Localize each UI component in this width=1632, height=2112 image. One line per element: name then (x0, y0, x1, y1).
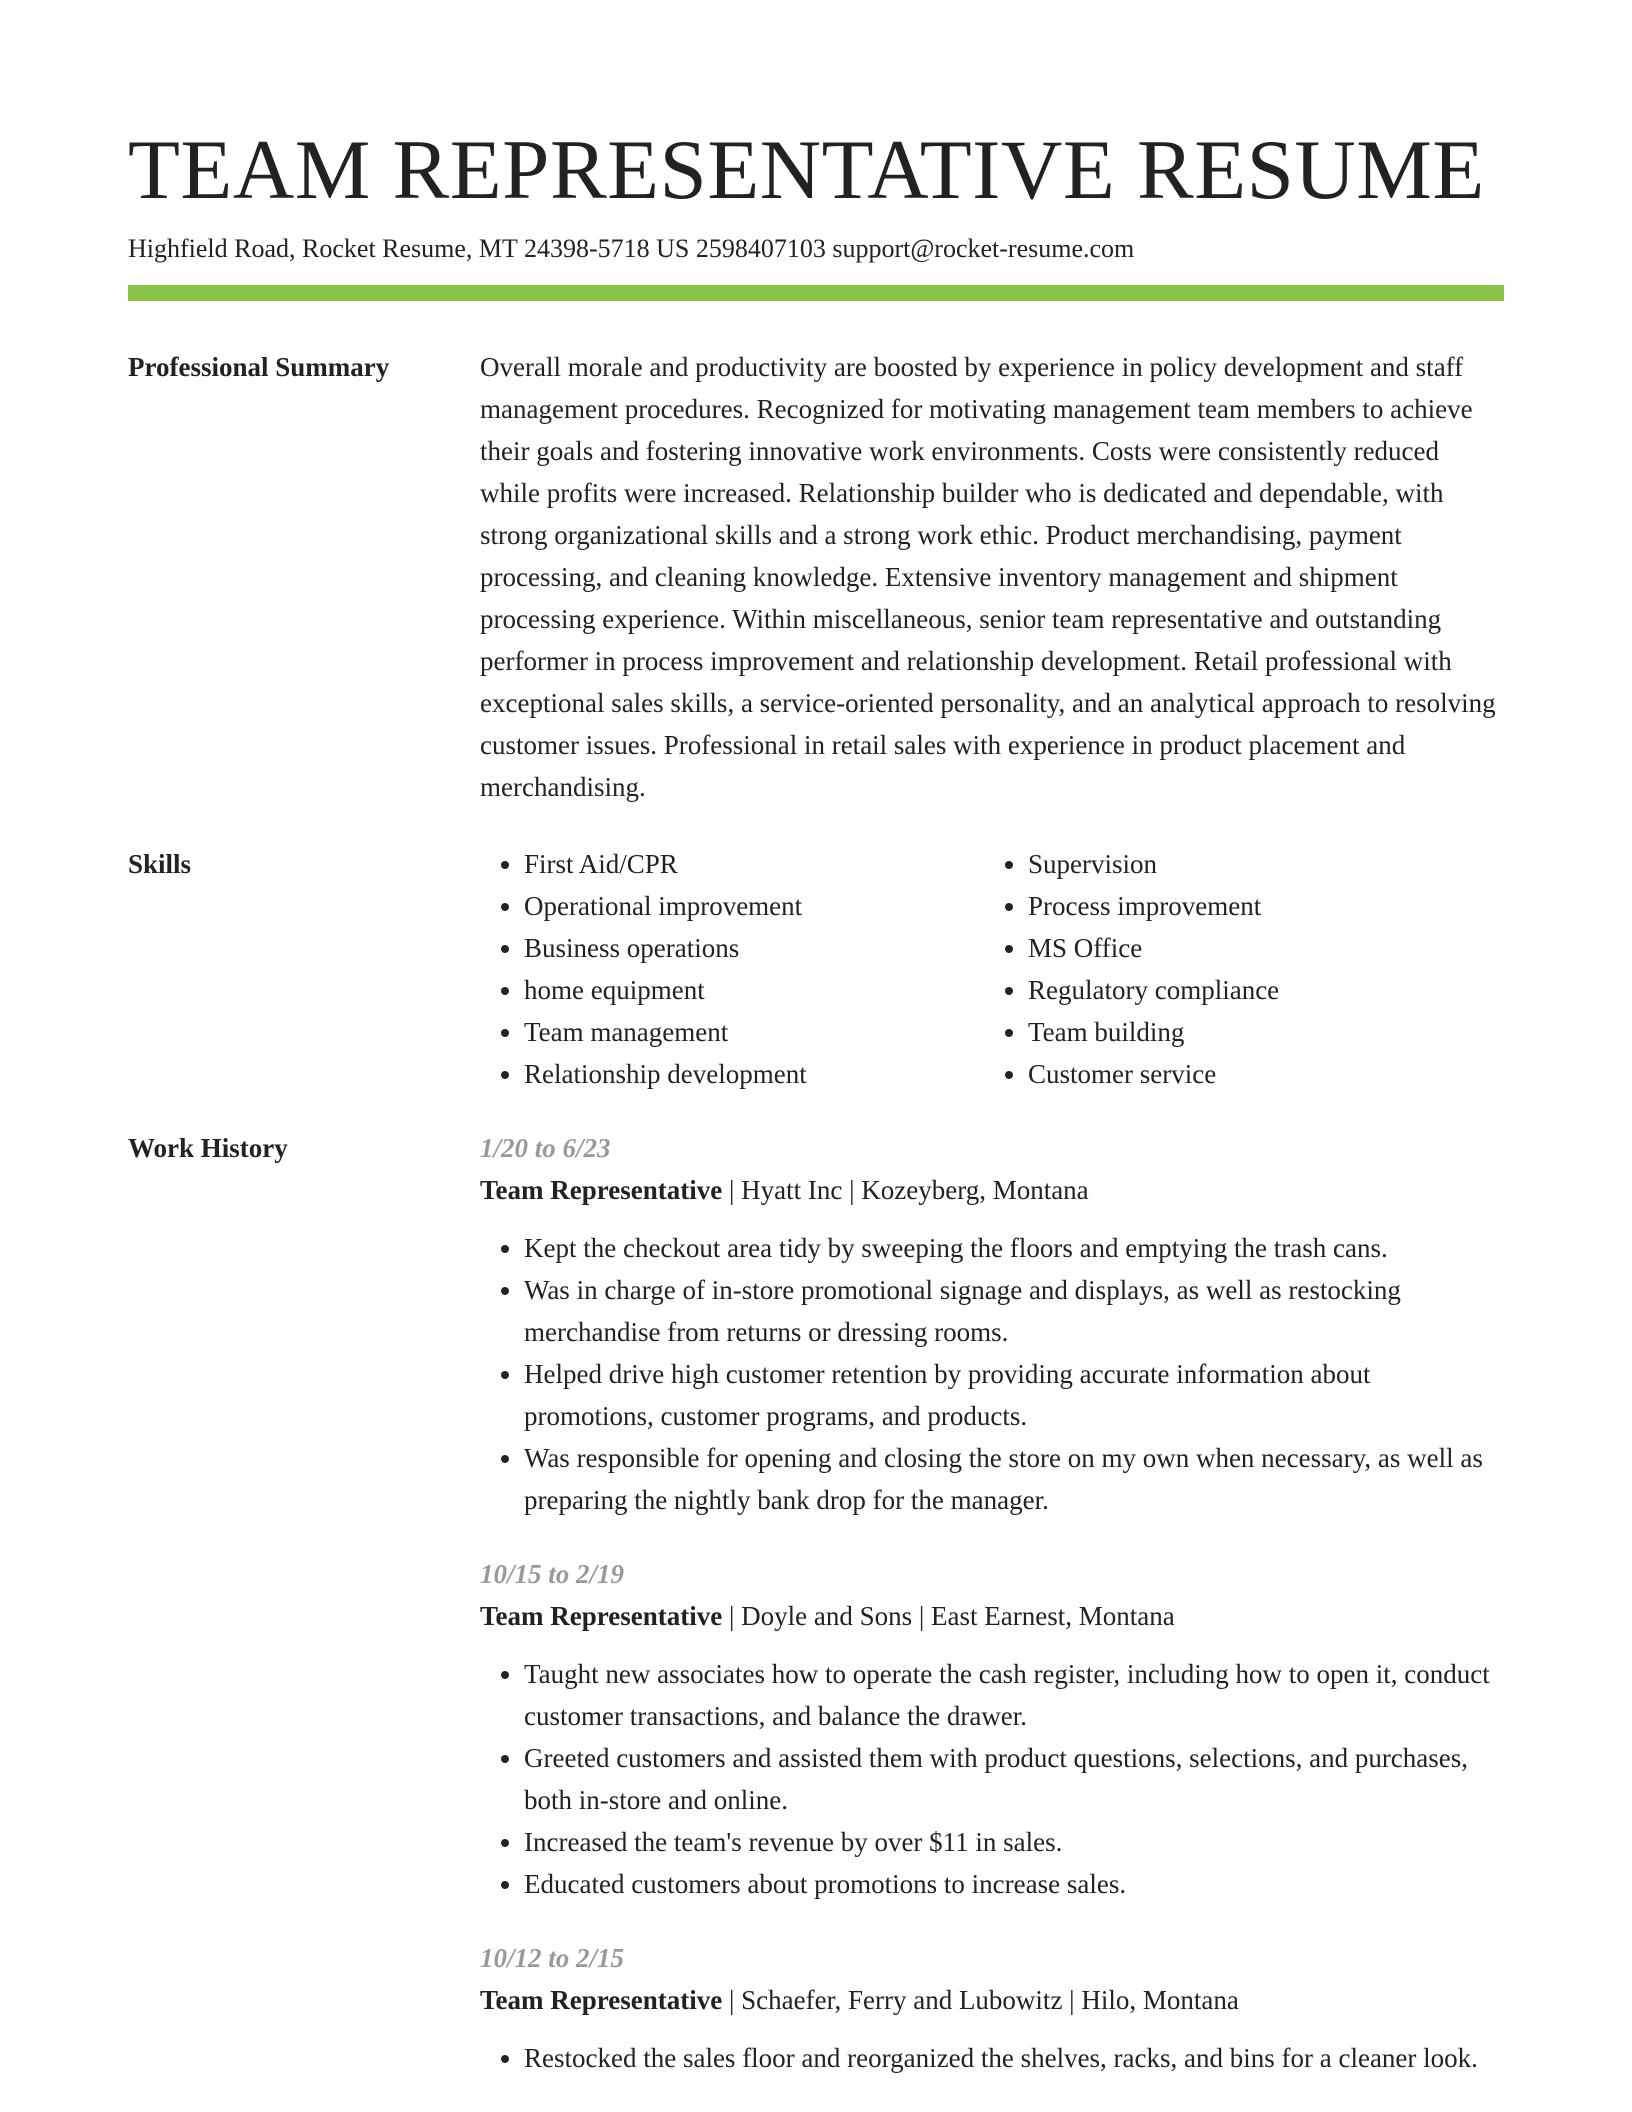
job-details: | Schaefer, Ferry and Lubowitz | Hilo, Montana (722, 1985, 1239, 2015)
job-dates: 10/12 to 2/15 (480, 1943, 625, 1973)
skill-item: • Operational improvement (524, 885, 984, 927)
skill-item: • MS Office (1028, 927, 1488, 969)
job-dates: 1/20 to 6/23 (480, 1133, 611, 1163)
skill-item: • home equipment (524, 969, 984, 1011)
job-entry (480, 1127, 1504, 1521)
skill-item: • Regulatory compliance (1028, 969, 1488, 1011)
job-heading (480, 1169, 1504, 1211)
job-title: Team Representative (480, 1175, 723, 1205)
summary-text: Overall morale and productivity are boosted by experience in policy development and staff management procedures. Recognized for motivating management team members to achieve their goals and fostering innovative work environments. Costs were consistently reduced while profits were increased. Relationship builder who is dedicated and dependable, with strong organizational skills and a strong work ethic. Product merchandising, payment processing, and cleaning knowledge. Extensive inventory management and shipment processing experience. Within miscellaneous, senior team representative and outstanding performer in process improvement and relationship development. Retail professional with exceptional sales skills, a service-oriented personality, and an analytical approach to resolving customer issues. Professional in retail sales with experience in product placement and merchandising. (480, 352, 1496, 802)
resume-title: TEAM REPRESENTATIVE RESUME (128, 123, 1485, 217)
job-dates: 10/15 to 2/19 (480, 1559, 625, 1589)
job-bullet: • Taught new associates how to operate the cash register, including how to open it, conduct customer transactions, and balance the drawer. (524, 1653, 1504, 1737)
job-bullet: • Helped drive high customer retention by providing accurate information about promotions, customer programs, and products. (524, 1353, 1504, 1437)
job-bullet: • Restocked the sales floor and reorganized the shelves, racks, and bins for a cleaner look. (524, 2037, 1504, 2079)
job-details: | Doyle and Sons | East Earnest, Montana (722, 1601, 1175, 1631)
accent-divider (128, 285, 1504, 301)
summary-body (480, 346, 1504, 808)
skills-list-right (984, 843, 1488, 1095)
section-label-skills: Skills (128, 849, 192, 879)
job-heading (480, 1979, 1504, 2021)
job-bullets (480, 1227, 1504, 1521)
job-bullets (480, 2037, 1504, 2079)
job-bullet: • Increased the team's revenue by over $11 in sales. (524, 1821, 1504, 1863)
section-label-work-history: Work History (128, 1133, 288, 1163)
skill-item: • First Aid/CPR (524, 843, 984, 885)
job-entry (480, 1937, 1504, 2079)
skill-item: • Customer service (1028, 1053, 1488, 1095)
skills-body (480, 843, 1504, 1095)
job-bullet: • Was responsible for opening and closing the store on my own when necessary, as well as preparing the nightly bank drop for the manager. (524, 1437, 1504, 1521)
job-bullet: • Educated customers about promotions to increase sales. (524, 1863, 1504, 1905)
job-title: Team Representative (480, 1985, 723, 2015)
skill-item: • Process improvement (1028, 885, 1488, 927)
skill-item: • Business operations (524, 927, 984, 969)
skill-item: • Team management (524, 1011, 984, 1053)
contact-info: Highfield Road, Rocket Resume, MT 24398-5718 US 2598407103 support@rocket-resume.com (128, 234, 1135, 263)
job-title: Team Representative (480, 1601, 723, 1631)
skills-list-left (480, 843, 984, 1095)
job-bullet: • Was in charge of in-store promotional signage and displays, as well as restocking merchandise from returns or dressing rooms. (524, 1269, 1504, 1353)
job-details: | Hyatt Inc | Kozeyberg, Montana (722, 1175, 1089, 1205)
skill-item: • Relationship development (524, 1053, 984, 1095)
section-label-summary: Professional Summary (128, 352, 390, 382)
skill-item: • Team building (1028, 1011, 1488, 1053)
work-history-body (480, 1127, 1504, 2111)
skill-item: • Supervision (1028, 843, 1488, 885)
job-bullet: • Greeted customers and assisted them with product questions, selections, and purchases, both in-store and online. (524, 1737, 1504, 1821)
job-bullet: • Kept the checkout area tidy by sweeping the floors and emptying the trash cans. (524, 1227, 1504, 1269)
job-entry (480, 1553, 1504, 1905)
job-bullets (480, 1653, 1504, 1905)
job-heading (480, 1595, 1504, 1637)
